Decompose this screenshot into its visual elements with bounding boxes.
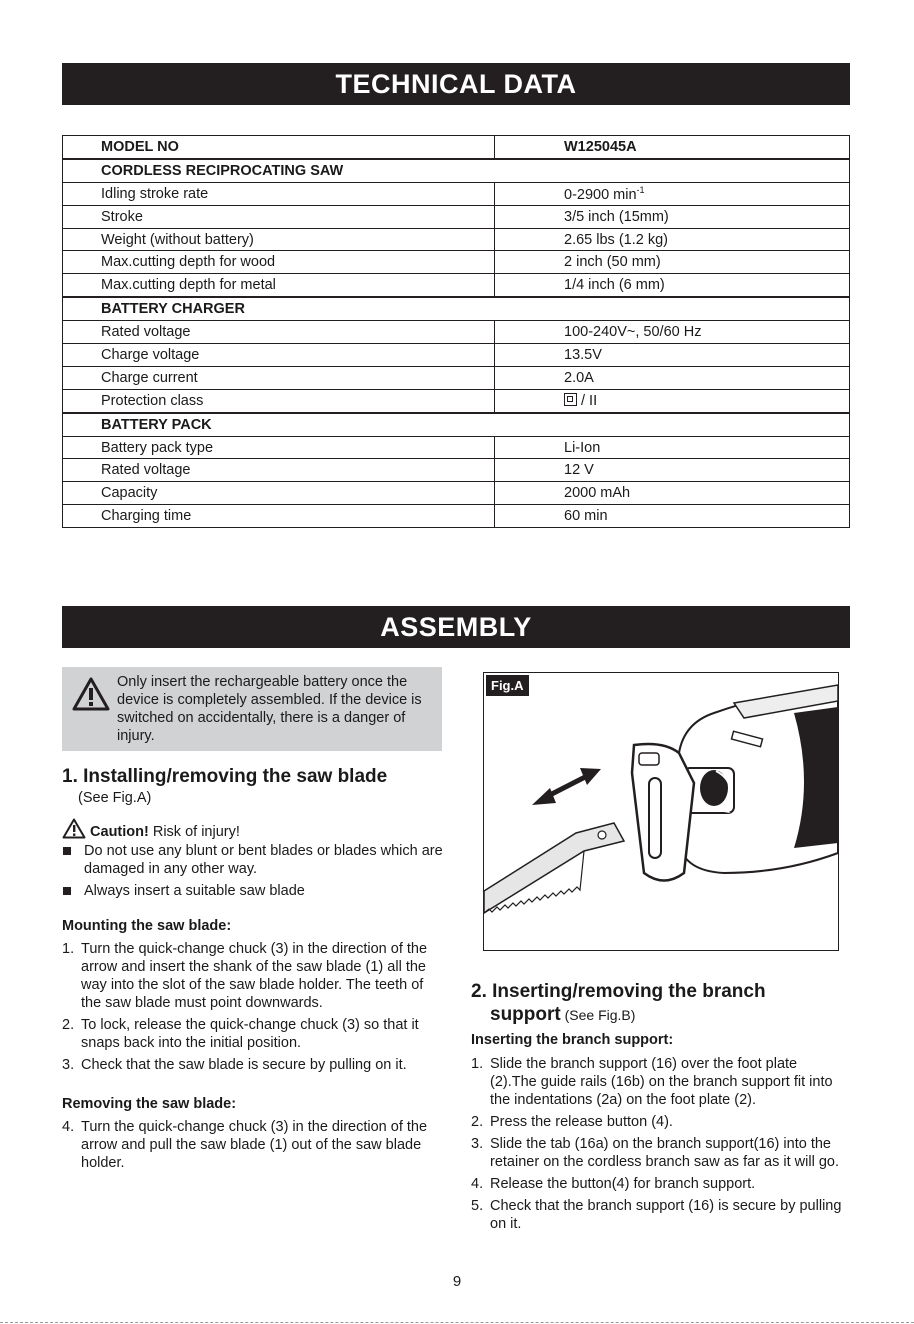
spec-value-cell: [495, 413, 850, 436]
spec-label: Charging time: [63, 505, 495, 528]
bullet-square-icon: [63, 847, 71, 855]
spec-value-cell: [495, 389, 850, 412]
spec-row: [63, 159, 850, 182]
spec-value-cell: [495, 505, 850, 528]
warning-box: [62, 667, 442, 751]
step-text: Check that the saw blade is secure by pulling on it.: [81, 1057, 407, 1073]
bullet-square-icon: [63, 887, 71, 895]
section-2-title-line1: 2. Inserting/removing the branch: [471, 981, 766, 1002]
bullet-text: Do not use any blunt or bent blades or blades which are damaged in any other way.: [84, 843, 443, 877]
spec-label: Rated voltage: [63, 459, 495, 482]
step-item: [62, 1118, 440, 1172]
spec-row: [63, 321, 850, 344]
step-number: 4.: [471, 1176, 484, 1192]
spec-value: 1/4 inch (6 mm): [564, 277, 665, 294]
spec-row: [63, 182, 850, 205]
spec-row: [63, 482, 850, 505]
spec-label: Charge current: [63, 366, 495, 389]
spec-label: Battery pack type: [63, 436, 495, 459]
spec-value-cell: [495, 297, 850, 320]
spec-value: 3/5 inch (15mm): [564, 208, 669, 225]
figure-a: [483, 672, 839, 951]
spec-row: [63, 413, 850, 436]
spec-label: MODEL NO: [63, 136, 495, 159]
section-2-see: (See Fig.B): [560, 1007, 636, 1023]
step-number: 1.: [62, 941, 75, 957]
spec-label: Capacity: [63, 482, 495, 505]
spec-value: Li-Ion: [564, 439, 601, 456]
spec-label: Protection class: [63, 389, 495, 412]
spec-label: BATTERY PACK: [63, 413, 495, 436]
spec-value-cell: [495, 436, 850, 459]
spec-value: 2000 mAh: [564, 485, 631, 502]
section-1-title: 1. Installing/removing the saw blade: [62, 766, 388, 787]
spec-row: [63, 251, 850, 274]
bullet-text: Always insert a suitable saw blade: [84, 883, 305, 899]
spec-row: [63, 274, 850, 297]
step-number: 3.: [471, 1136, 484, 1152]
step-number: 3.: [62, 1057, 75, 1073]
spec-row: [63, 297, 850, 320]
spec-value-cell: [495, 366, 850, 389]
spec-label: Charge voltage: [63, 344, 495, 367]
spec-value-cell: [495, 321, 850, 344]
spec-label: Weight (without battery): [63, 228, 495, 251]
spec-label: BATTERY CHARGER: [63, 297, 495, 320]
spec-value: 12 V: [564, 462, 594, 479]
inserting-steps: [471, 1055, 843, 1237]
spec-value: 13.5V: [564, 346, 602, 363]
caution-line: [62, 818, 442, 841]
spec-value-cell: [495, 344, 850, 367]
spec-row: [63, 366, 850, 389]
spec-value: 2.0A: [564, 369, 594, 386]
bullet-item: [63, 842, 443, 878]
spec-label: Rated voltage: [63, 321, 495, 344]
section-1-see: (See Fig.A): [78, 790, 152, 806]
spec-row: [63, 459, 850, 482]
spec-value: / II: [581, 392, 598, 409]
page-bottom-rule: [0, 1322, 914, 1323]
caution-label: Caution!: [90, 824, 149, 840]
step-text: To lock, release the quick-change chuck (3) so that it snaps back into the initial position.: [81, 1017, 419, 1051]
bullet-item: [63, 882, 443, 900]
section-2-title: [471, 980, 841, 1027]
spec-row: [63, 505, 850, 528]
section-2-title-line2: support: [490, 1004, 561, 1025]
step-item: [62, 1016, 440, 1052]
technical-data-heading: TECHNICAL DATA: [62, 63, 850, 105]
step-item: [471, 1055, 843, 1109]
step-text: Slide the tab (16a) on the branch support(16) into the retainer on the cordless branch saw as far as it will go.: [490, 1136, 839, 1170]
step-text: Turn the quick-change chuck (3) in the direction of the arrow and pull the saw blade (1) out of the saw blade holder.: [81, 1119, 428, 1171]
assembly-heading: ASSEMBLY: [62, 606, 850, 648]
spec-value: W125045A: [564, 138, 637, 155]
caution-text: Risk of injury!: [148, 824, 240, 840]
spec-label: Stroke: [63, 205, 495, 228]
warning-text: Only insert the rechargeable battery once the device is completely assembled. If the device is switched on accidentally, there is a danger of injury.: [117, 674, 422, 744]
spec-value: 2.65 lbs (1.2 kg): [564, 231, 668, 248]
spec-value-cell: [495, 136, 850, 159]
step-number: 2.: [62, 1017, 75, 1033]
step-text: Press the release button (4).: [490, 1114, 673, 1130]
spec-row: [63, 228, 850, 251]
step-text: Slide the branch support (16) over the foot plate (2).The guide rails (16b) on the branch support fit into the indentations (2a) on the foot plate (2).: [490, 1056, 833, 1108]
spec-row: [63, 436, 850, 459]
step-text: Release the button(4) for branch support.: [490, 1176, 756, 1192]
spec-row: [63, 136, 850, 159]
step-text: Check that the branch support (16) is secure by pulling on it.: [490, 1198, 842, 1232]
spec-value-cell: [495, 251, 850, 274]
step-number: 4.: [62, 1119, 75, 1135]
double-insulation-icon: [564, 393, 577, 406]
figure-label: Fig.A: [486, 675, 529, 696]
step-item: [62, 940, 440, 1012]
step-item: [62, 1056, 440, 1074]
spec-value-cell: [495, 482, 850, 505]
spec-value-cell: [495, 459, 850, 482]
spec-value-cell: [495, 182, 850, 205]
mounting-steps: [62, 940, 440, 1078]
technical-data-table: [62, 135, 850, 528]
spec-row: [63, 344, 850, 367]
inserting-title: Inserting the branch support:: [471, 1032, 674, 1048]
spec-value: 2 inch (50 mm): [564, 254, 661, 271]
spec-value-superscript: -1: [636, 184, 645, 195]
removing-steps: [62, 1118, 440, 1176]
spec-label: Max.cutting depth for wood: [63, 251, 495, 274]
spec-value-cell: [495, 228, 850, 251]
step-item: [471, 1175, 843, 1193]
step-number: 1.: [471, 1056, 484, 1072]
spec-value: 100-240V~, 50/60 Hz: [564, 324, 702, 341]
saw-illustration: [484, 673, 838, 950]
page-number: 9: [452, 1273, 462, 1290]
warning-triangle-icon: [72, 677, 110, 711]
mounting-title: Mounting the saw blade:: [62, 918, 232, 934]
spec-label: CORDLESS RECIPROCATING SAW: [63, 159, 495, 182]
spec-value: 0-2900 min: [564, 186, 637, 203]
step-item: [471, 1113, 843, 1131]
spec-label: Idling stroke rate: [63, 182, 495, 205]
step-item: [471, 1197, 843, 1233]
step-text: Turn the quick-change chuck (3) in the direction of the arrow and insert the shank of the saw blade (1) all the way into the slot of the saw blade holder. The teeth of the saw blade must point downwards.: [81, 941, 428, 1011]
step-number: 5.: [471, 1198, 484, 1214]
spec-value-cell: [495, 159, 850, 182]
spec-row: [63, 389, 850, 412]
step-number: 2.: [471, 1114, 484, 1130]
spec-value: 60 min: [564, 508, 608, 525]
caution-triangle-icon: [62, 818, 86, 839]
spec-value-cell: [495, 274, 850, 297]
step-item: [471, 1135, 843, 1171]
removing-title: Removing the saw blade:: [62, 1096, 237, 1112]
spec-value-cell: [495, 205, 850, 228]
spec-label: Max.cutting depth for metal: [63, 274, 495, 297]
spec-row: [63, 205, 850, 228]
